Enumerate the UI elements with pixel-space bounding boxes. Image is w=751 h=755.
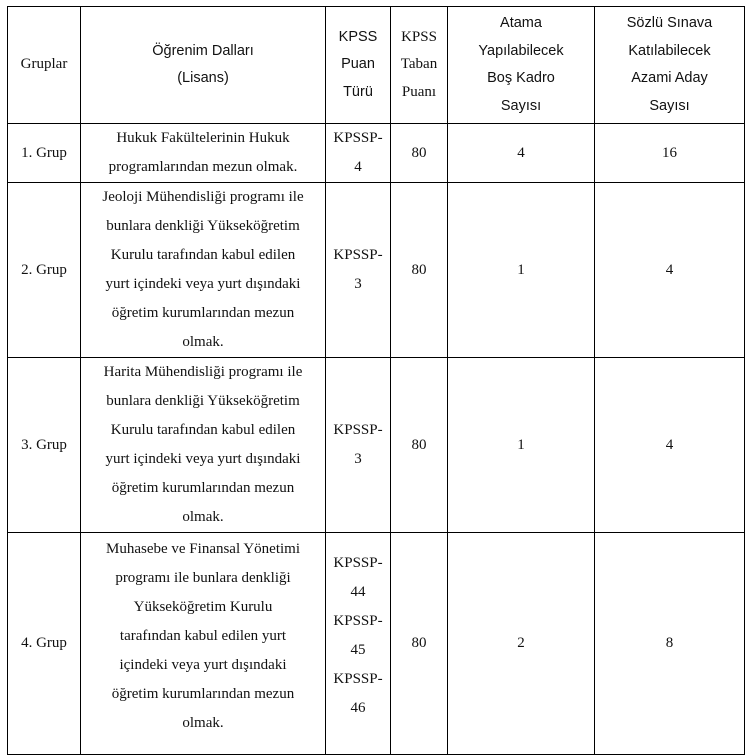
table-row [8,358,745,533]
header-row [8,7,745,124]
header-bos-kadro-sayisi: Atama Yapılabilecek Boş Kadro Sayısı [448,7,595,124]
max-candidates-cell: 4 [595,358,745,533]
score-type-cell: KPSSP- 44 KPSSP- 45 KPSSP- 46 [326,533,391,755]
group-cell: 3. Grup [8,358,81,533]
max-candidates-cell: 16 [595,124,745,183]
vacancy-cell: 4 [448,124,595,183]
base-score-cell: 80 [391,124,448,183]
header-azami-aday-sayisi: Sözlü Sınava Katılabilecek Azami Aday Sayısı [595,7,745,124]
field-cell: Hukuk Fakültelerinin Hukuk programlarından mezun olmak. [81,124,326,183]
group-cell: 1. Grup [8,124,81,183]
header-gruplar: Gruplar [8,7,81,124]
header-kpss-taban-puani: KPSS Taban Puanı [391,7,448,124]
score-type-cell: KPSSP- 4 [326,124,391,183]
max-candidates-cell: 8 [595,533,745,755]
table-row [8,533,745,755]
vacancy-cell: 2 [448,533,595,755]
header-ogrenim-dallari: Öğrenim Dalları (Lisans) [81,7,326,124]
base-score-cell: 80 [391,183,448,358]
kadro-table [7,6,745,755]
max-candidates-cell: 4 [595,183,745,358]
header-kpss-puan-turu: KPSS Puan Türü [326,7,391,124]
base-score-cell: 80 [391,533,448,755]
group-cell: 4. Grup [8,533,81,755]
table-row [8,183,745,358]
field-cell: Muhasebe ve Finansal Yönetimi programı ile bunlara denkliği Yükseköğretim Kurulu tarafından kabul edilen yurt içindeki veya yurt dışındaki öğretim kurumlarından mezun olmak. [81,533,326,755]
score-type-cell: KPSSP- 3 [326,183,391,358]
score-type-cell: KPSSP- 3 [326,358,391,533]
field-cell: Harita Mühendisliği programı ile bunlara denkliği Yükseköğretim Kurulu tarafından kabul edilen yurt içindeki veya yurt dışındaki öğretim kurumlarından mezun olmak. [81,358,326,533]
vacancy-cell: 1 [448,358,595,533]
group-cell: 2. Grup [8,183,81,358]
base-score-cell: 80 [391,358,448,533]
table-row [8,124,745,183]
vacancy-cell: 1 [448,183,595,358]
field-cell: Jeoloji Mühendisliği programı ile bunlara denkliği Yükseköğretim Kurulu tarafından kabul edilen yurt içindeki veya yurt dışındaki öğretim kurumlarından mezun olmak. [81,183,326,358]
